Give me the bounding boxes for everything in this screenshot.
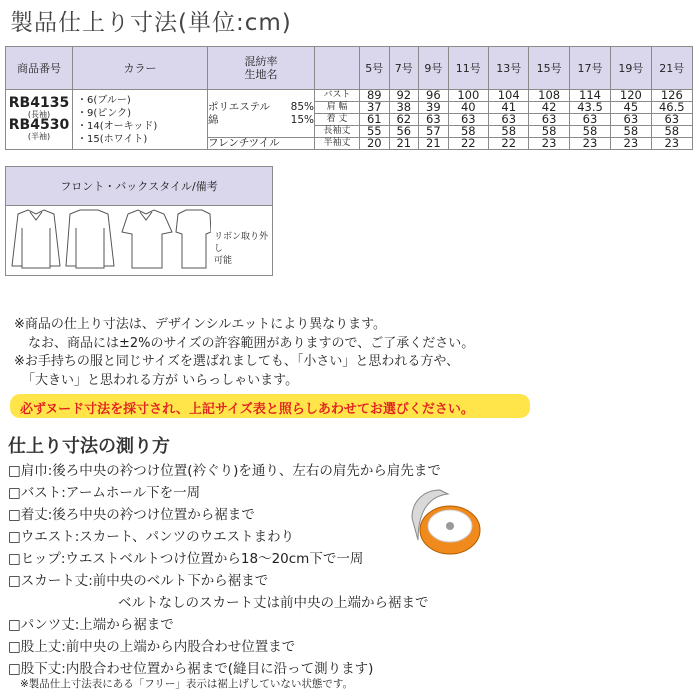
style-header: フロント・バックスタイル/備考 bbox=[6, 167, 272, 206]
garment-illustrations bbox=[6, 206, 272, 275]
color-item: ・14(オーキッド) bbox=[77, 120, 158, 132]
cell: 100 bbox=[448, 90, 488, 102]
cell: 55 bbox=[360, 126, 390, 138]
product-code: RB4135 bbox=[8, 94, 70, 111]
list-item: □バスト:アームホール下を一周 bbox=[8, 485, 201, 501]
cell: 56 bbox=[389, 126, 419, 138]
cell: 23 bbox=[569, 138, 610, 150]
cell: 57 bbox=[419, 126, 449, 138]
list-item: ベルトなしのスカート丈は前中央の上端から裾まで bbox=[118, 595, 429, 611]
note-line: ※商品の仕上り寸法は、デザインシルエットにより異なります。 bbox=[14, 317, 387, 332]
cell: 40 bbox=[448, 102, 488, 114]
cell: 126 bbox=[651, 90, 692, 102]
style-note bbox=[214, 231, 272, 267]
list-item: □パンツ丈:上端から裾まで bbox=[8, 617, 174, 633]
cell: 21 bbox=[419, 138, 449, 150]
cell: 62 bbox=[389, 114, 419, 126]
cell: 43.5 bbox=[569, 102, 610, 114]
product-sub: (半袖) bbox=[27, 131, 51, 141]
cell: 37 bbox=[360, 102, 390, 114]
footnote: ※製品仕上寸法表にある「フリー」表示は裾上げしていない状態です。 bbox=[20, 678, 354, 690]
header-size: 17号 bbox=[569, 47, 610, 90]
size-table bbox=[5, 46, 693, 150]
cell: 63 bbox=[529, 114, 569, 126]
section-title: 仕上り寸法の測り方 bbox=[8, 436, 170, 457]
header-size: 15号 bbox=[529, 47, 569, 90]
note-line: ※お手持ちの服と同じサイズを選ばれましても、「小さい」と思われる方や、 bbox=[14, 354, 460, 369]
list-item: □肩巾:後ろ中央の衿つけ位置(衿ぐり)を通り、左右の肩先から肩先まで bbox=[8, 463, 441, 479]
cell: 63 bbox=[611, 114, 651, 126]
list-item: □股下丈:内股合わせ位置から裾まで(縫目に沿って測ります) bbox=[8, 661, 374, 677]
cell: 114 bbox=[569, 90, 610, 102]
blouse-drawing bbox=[6, 206, 211, 274]
note-line: なお、商品には±2%のサイズの許容範囲がありますので、ご了承ください。 bbox=[28, 335, 475, 351]
cell: 21 bbox=[389, 138, 419, 150]
cell: 120 bbox=[611, 90, 651, 102]
product-sub: (長袖) bbox=[27, 109, 51, 119]
product-codes bbox=[6, 90, 73, 150]
color-item: ・15(ホワイト) bbox=[77, 133, 148, 145]
cell: 58 bbox=[529, 126, 569, 138]
cell: 22 bbox=[448, 138, 488, 150]
cell: 58 bbox=[611, 126, 651, 138]
row-label: 長袖丈 bbox=[315, 126, 360, 138]
color-item: ・9(ピンク) bbox=[77, 107, 131, 119]
notes bbox=[14, 316, 474, 390]
cell: 63 bbox=[489, 114, 529, 126]
header-label bbox=[315, 47, 360, 90]
page-title: 製品仕上り寸法(単位:cm) bbox=[10, 10, 292, 36]
product-code: RB4530 bbox=[8, 116, 70, 133]
list-item: □着丈:後ろ中央の衿つけ位置から裾まで bbox=[8, 507, 255, 523]
header-product: 商品番号 bbox=[6, 47, 73, 90]
material-poly: ポリエステル bbox=[208, 100, 271, 113]
cell: 89 bbox=[360, 90, 390, 102]
header-size: 7号 bbox=[389, 47, 419, 90]
row-label: 肩 幅 bbox=[315, 102, 360, 114]
cell: 22 bbox=[489, 138, 529, 150]
cell: 39 bbox=[419, 102, 449, 114]
header-size: 9号 bbox=[419, 47, 449, 90]
cell: 46.5 bbox=[651, 102, 692, 114]
cell: 92 bbox=[389, 90, 419, 102]
list-item: □スカート丈:前中央のベルト下から裾まで bbox=[8, 573, 269, 589]
list-item: □ヒップ:ウエストベルトつけ位置から18〜20cm下で一周 bbox=[8, 551, 364, 567]
row-label: 半袖丈 bbox=[315, 138, 360, 150]
color-list bbox=[73, 90, 208, 150]
list-item: □ウエスト:スカート、パンツのウエストまわり bbox=[8, 529, 295, 545]
cell: 108 bbox=[529, 90, 569, 102]
note-line: 「大きい」と思われる方が いらっしゃいます。 bbox=[22, 372, 299, 388]
cell: 58 bbox=[489, 126, 529, 138]
cell: 20 bbox=[360, 138, 390, 150]
cell: 96 bbox=[419, 90, 449, 102]
cell: 63 bbox=[569, 114, 610, 126]
measurement-list bbox=[8, 460, 441, 680]
cell: 45 bbox=[611, 102, 651, 114]
cell: 41 bbox=[489, 102, 529, 114]
cell: 42 bbox=[529, 102, 569, 114]
cell: 23 bbox=[611, 138, 651, 150]
cell: 104 bbox=[489, 90, 529, 102]
header-size: 11号 bbox=[448, 47, 488, 90]
style-note-line: リボン取り外し bbox=[214, 232, 269, 254]
list-item: □股上丈:前中央の上端から内股合わせ位置まで bbox=[8, 639, 296, 655]
cell: 58 bbox=[448, 126, 488, 138]
header-size: 21号 bbox=[651, 47, 692, 90]
cell: 58 bbox=[651, 126, 692, 138]
material-poly-pct: 85% bbox=[290, 100, 314, 113]
fabric-name: フレンチツイル bbox=[208, 138, 315, 150]
material-cotton: 綿 bbox=[208, 113, 219, 126]
cell: 63 bbox=[651, 114, 692, 126]
cell: 63 bbox=[419, 114, 449, 126]
cell: 23 bbox=[529, 138, 569, 150]
highlight-note: 必ずヌード寸法を採寸され、上記サイズ表と照らしあわせてお選びください。 bbox=[20, 402, 474, 417]
cell: 38 bbox=[389, 102, 419, 114]
header-color: カラー bbox=[73, 47, 208, 90]
header-size: 13号 bbox=[489, 47, 529, 90]
header-size: 5号 bbox=[360, 47, 390, 90]
header-material: 混紡率 生地名 bbox=[208, 47, 315, 90]
row-label: バスト bbox=[315, 90, 360, 102]
tape-measure-icon bbox=[400, 480, 490, 570]
style-note-line: 可能 bbox=[214, 256, 233, 266]
cell: 23 bbox=[651, 138, 692, 150]
cell: 63 bbox=[448, 114, 488, 126]
material-composition bbox=[208, 90, 315, 138]
cell: 58 bbox=[569, 126, 610, 138]
color-item: ・6(ブルー) bbox=[77, 94, 131, 106]
cell: 61 bbox=[360, 114, 390, 126]
table-header-row bbox=[6, 47, 693, 90]
material-cotton-pct: 15% bbox=[290, 113, 314, 126]
row-label: 着 丈 bbox=[315, 114, 360, 126]
style-section bbox=[5, 166, 273, 276]
header-size: 19号 bbox=[611, 47, 651, 90]
